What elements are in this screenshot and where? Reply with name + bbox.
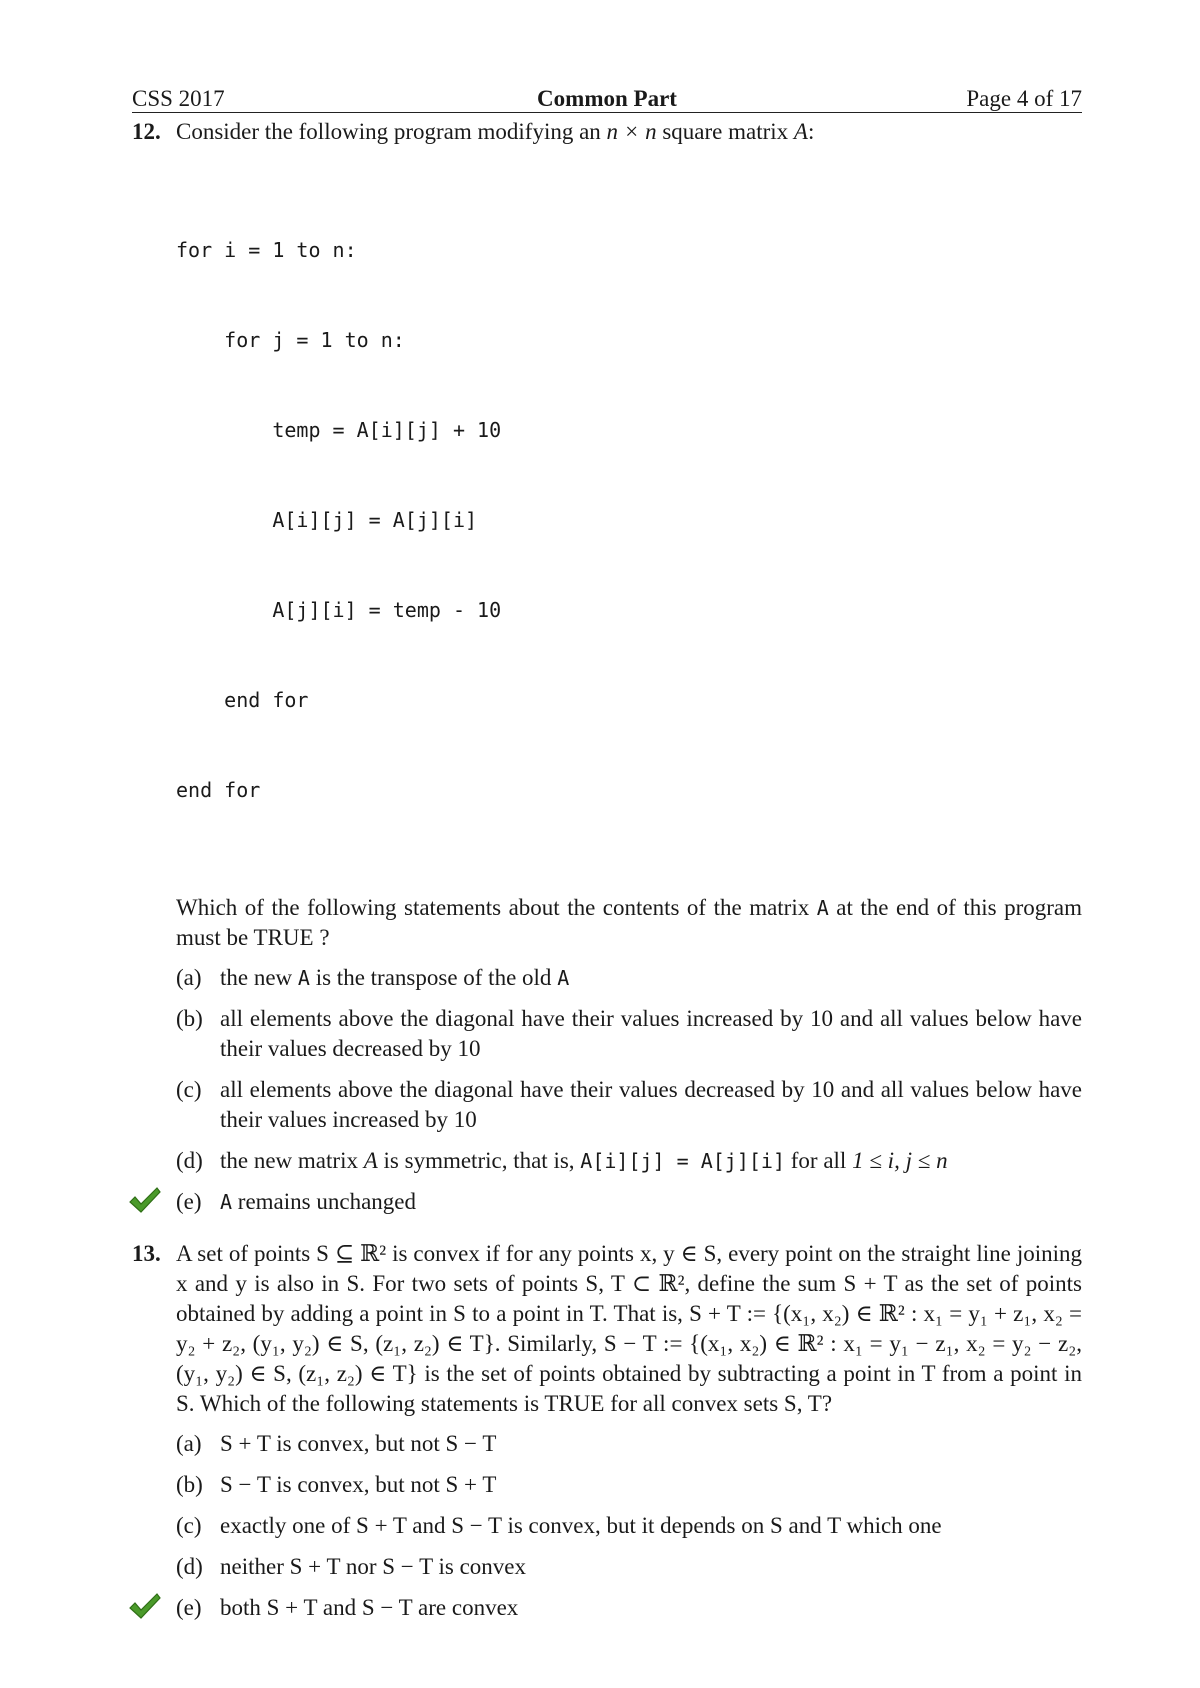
page-header: [132, 80, 1082, 113]
option-text: all elements above the diagonal have their values increased by 10 and all values below have their values decreased by 10: [220, 1006, 1082, 1061]
option-text: S + T is convex, but not S − T: [220, 1431, 497, 1456]
option-text: all elements above the diagonal have their values decreased by 10 and all values below have their values increased by 10: [220, 1077, 1082, 1132]
option-text: is symmetric, that is,: [377, 1148, 581, 1173]
option-label: (d): [176, 1148, 203, 1173]
page-number: Page 4 of 17: [966, 86, 1082, 111]
option-var: A: [363, 1148, 378, 1173]
intro-text: :: [807, 119, 815, 144]
options-list: [176, 963, 1082, 1217]
exam-page: [132, 80, 1082, 1634]
option-e: [176, 1593, 1082, 1623]
option-text: the new matrix: [220, 1148, 364, 1173]
question-12: [132, 117, 1082, 1217]
option-a: [176, 963, 1082, 993]
option-c: [176, 1075, 1082, 1135]
option-label: (e): [176, 1595, 202, 1620]
option-math: 1 ≤ i, j ≤ n: [852, 1148, 948, 1173]
intro-text: Consider the following program modifying an: [176, 119, 607, 144]
code-line: end for: [176, 688, 309, 712]
question-number: 12.: [132, 119, 161, 144]
intro-text: square matrix: [656, 119, 794, 144]
option-b: [176, 1470, 1082, 1500]
code-line: for j = 1 to n:: [176, 328, 405, 352]
section-title: Common Part: [537, 86, 677, 111]
option-d: [176, 1552, 1082, 1582]
option-code: A: [297, 966, 310, 990]
option-label: (b): [176, 1472, 203, 1497]
option-text: exactly one of S + T and S − T is convex, but it depends on S and T which one: [220, 1513, 942, 1538]
option-label: (d): [176, 1554, 203, 1579]
option-text: the new: [220, 965, 298, 990]
checkmark-icon: [128, 1591, 162, 1621]
option-text: remains unchanged: [232, 1189, 416, 1214]
option-text: both S + T and S − T are convex: [220, 1595, 519, 1620]
option-text: neither S + T nor S − T is convex: [220, 1554, 526, 1579]
options-list: [176, 1429, 1082, 1623]
option-code: A[i][j] = A[j][i]: [580, 1149, 785, 1173]
question-stem: A set of points S ⊆ ℝ² is convex if for any points x, y ∈ S, every point on the straight line joining x and y is also in S. For two sets of points S, T ⊂ ℝ², define the sum S + T as the set of points obtained by adding a point in S to a point in T. That is, S + T := {(x₁, x₂) ∈ ℝ² : x₁ = y₁ + z₁, x₂ = y₂ + z₂, (y₁, y₂) ∈ S, (z₁, z₂) ∈ T}. Similarly, S − T := {(x₁, x₂) ∈ ℝ² : x₁ = y₁ − z₁, x₂ = y₂ − z₂, (y₁, y₂) ∈ S, (z₁, z₂) ∈ T} is the set of points obtained by subtracting a point in T from a point in S. Which of the following statements is TRUE for all convex sets S, T?: [176, 1241, 1082, 1416]
stem-text: Which of the following statements about the contents of the matrix: [176, 895, 817, 920]
question-13: [132, 1239, 1082, 1623]
option-b: [176, 1004, 1082, 1064]
intro-math: n × n: [606, 119, 657, 144]
option-label: (e): [176, 1189, 202, 1214]
option-text: for all: [785, 1148, 853, 1173]
option-d: [176, 1146, 1082, 1176]
option-label: (a): [176, 1431, 202, 1456]
option-label: (c): [176, 1077, 202, 1102]
option-label: (b): [176, 1006, 203, 1031]
stem-text: at the end of this program must be TRUE ?: [176, 895, 1082, 950]
code-line: end for: [176, 778, 261, 802]
option-c: [176, 1511, 1082, 1541]
option-label: (c): [176, 1513, 202, 1538]
option-code: A: [557, 966, 570, 990]
option-text: S − T is convex, but not S + T: [220, 1472, 497, 1497]
option-text: is the transpose of the old: [309, 965, 558, 990]
code-block: [176, 175, 1082, 865]
checkmark-icon: [128, 1185, 162, 1215]
question-number: 13.: [132, 1241, 161, 1266]
stem-code: A: [816, 896, 829, 920]
option-a: [176, 1429, 1082, 1459]
intro-var: A: [793, 119, 808, 144]
option-label: (a): [176, 965, 202, 990]
code-line: A[j][i] = temp - 10: [176, 598, 502, 622]
option-e: [176, 1187, 1082, 1217]
code-line: A[i][j] = A[j][i]: [176, 508, 478, 532]
question-intro: [176, 117, 1082, 147]
question-stem: [176, 893, 1082, 953]
option-code: A: [220, 1190, 233, 1214]
code-line: for i = 1 to n:: [176, 238, 357, 262]
code-line: temp = A[i][j] + 10: [176, 418, 502, 442]
course-label: CSS 2017: [132, 86, 225, 111]
